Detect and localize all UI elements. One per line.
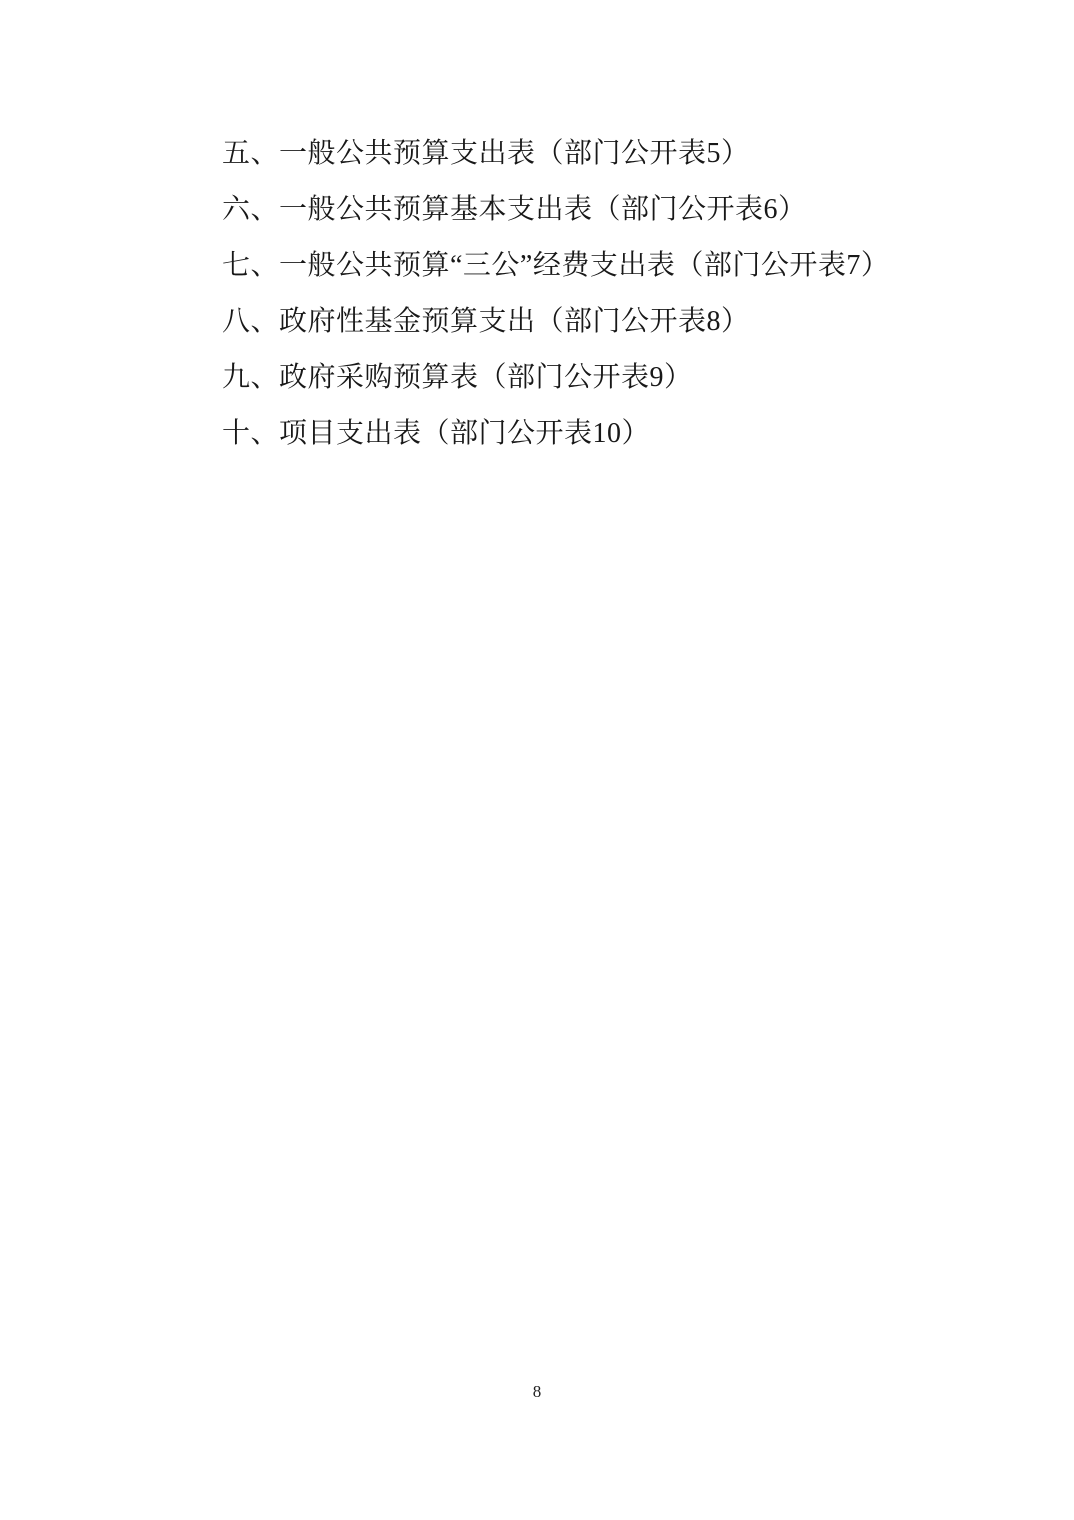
list-item: 五、一般公共预算支出表（部门公开表5）	[222, 138, 750, 169]
list-item: 六、一般公共预算基本支出表（部门公开表6）	[222, 194, 807, 225]
list-item: 九、政府采购预算表（部门公开表9）	[222, 362, 693, 393]
list-item: 十、项目支出表（部门公开表10）	[222, 418, 651, 449]
list-item: 八、政府性基金预算支出（部门公开表8）	[222, 306, 750, 337]
page-number: 8	[532, 1382, 542, 1401]
table-of-contents	[222, 126, 982, 462]
list-item: 七、一般公共预算“三公”经费支出表（部门公开表7）	[222, 250, 890, 281]
